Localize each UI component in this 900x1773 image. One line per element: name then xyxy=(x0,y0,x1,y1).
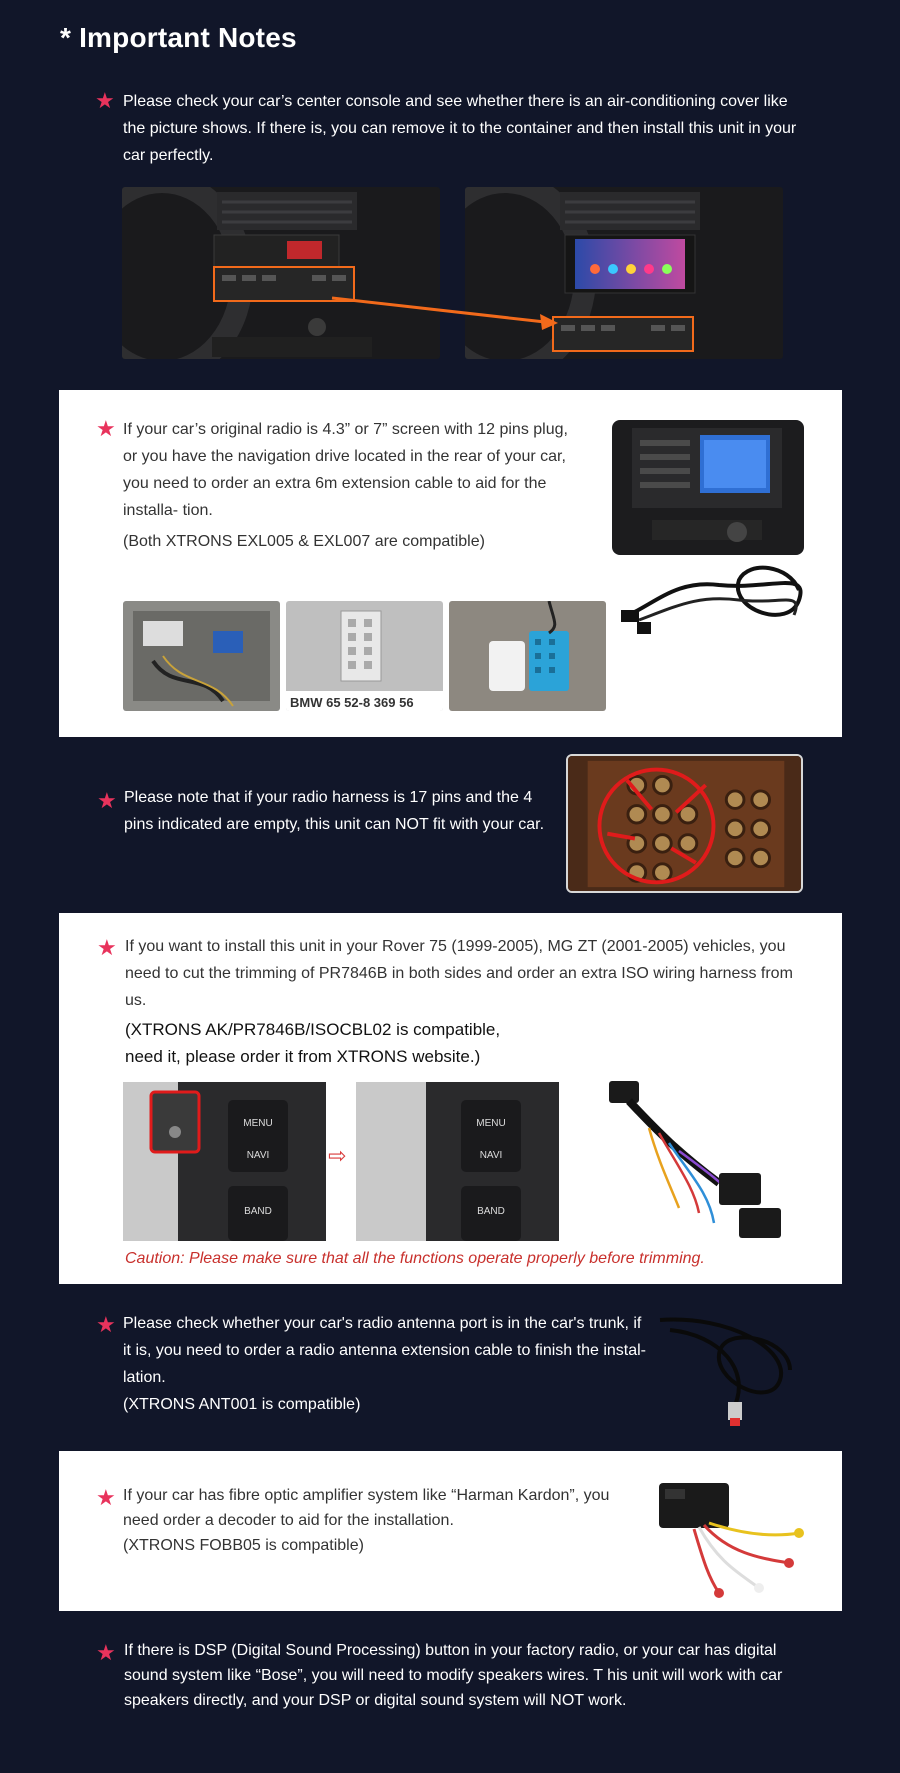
note-text: If your car’s original radio is 4.3” or 7” screen with 12 pins plug, or you have the navigation drive located in the rear of your car, you need to order an extra 6m extension cable to aid for the installa- tion. xyxy=(123,421,568,519)
star-icon: ★ xyxy=(96,416,116,441)
dashboard-before-photo xyxy=(122,187,440,359)
iso-wiring-harness-icon xyxy=(599,1073,799,1243)
band-button-label: BAND xyxy=(477,1206,505,1217)
caution-text: Caution: Please make sure that all the functions operate properly before trimming. xyxy=(125,1250,705,1267)
compatibility-text: (XTRONS AK/PR7846B/ISOCBL02 is compatible, need it, please order it from XTRONS website.) xyxy=(125,1020,501,1066)
note-extension-cable-panel xyxy=(59,390,842,737)
note-text: Please check whether your car's radio antenna port is in the car's trunk, if it is, you need to order a radio antenna extension cable to finish the instal- lation. xyxy=(123,1315,646,1386)
note-text: Please check your car’s center console and see whether there is an air-conditioning cover like the picture shows. If there is, you can remove it to the container and then install this unit in your car perfectly. xyxy=(123,93,797,164)
antenna-cable-icon xyxy=(650,1310,800,1430)
star-icon: ★ xyxy=(97,788,117,813)
arrow-icon xyxy=(330,290,560,330)
note-text: If there is DSP (Digital Sound Processing) button in your factory radio, or your car has digital sound system like “Bose”, you will need to modify speakers wires. T his unit will work with car speakers directly, and your DSP or digital sound system will NOT work. xyxy=(124,1642,783,1709)
compatibility-text: (XTRONS FOBB05 is compatible) xyxy=(123,1537,364,1554)
note-rover-mg-panel xyxy=(59,913,842,1284)
radio-rear-photo xyxy=(123,601,280,711)
fibre-optic-decoder-icon xyxy=(649,1463,829,1603)
part-number-label: BMW 65 52-8 369 56 xyxy=(290,695,414,710)
star-icon: ★ xyxy=(96,1485,116,1510)
band-button-label: BAND xyxy=(244,1206,272,1217)
note-text: If you want to install this unit in your Rover 75 (1999-2005), MG ZT (2001-2005) vehicles, you need to cut the trimming of PR7846B in both sides and order an extra ISO wiring harness from us. xyxy=(125,938,793,1009)
star-icon: ★ xyxy=(95,88,115,113)
note-fibre-optic-panel xyxy=(59,1451,842,1611)
compatibility-text: (XTRONS ANT001 is compatible) xyxy=(123,1396,361,1413)
compatibility-text: (Both XTRONS EXL005 & EXL007 are compatible) xyxy=(123,533,485,550)
blue-connector-photo xyxy=(449,601,606,711)
note-text: If your car has fibre optic amplifier system like “Harman Kardon”, you need order a decoder to aid for the installation. xyxy=(123,1487,610,1529)
pin-harness-photo xyxy=(566,754,803,893)
navi-button-label: NAVI xyxy=(479,1150,503,1161)
trim-before-photo xyxy=(123,1082,326,1241)
star-icon: ★ xyxy=(97,935,117,960)
arrow-right-icon: ⇨ xyxy=(328,1143,347,1168)
trim-after-photo xyxy=(356,1082,559,1241)
navigation-radio-photo xyxy=(612,420,804,555)
menu-button-label: MENU xyxy=(476,1118,506,1129)
star-icon: ★ xyxy=(96,1640,116,1665)
navi-button-label: NAVI xyxy=(246,1150,270,1161)
page-title: * Important Notes xyxy=(60,22,297,53)
menu-button-label: MENU xyxy=(243,1118,273,1129)
extension-cable-icon xyxy=(619,540,819,640)
star-icon: ★ xyxy=(96,1312,116,1337)
dashboard-after-photo xyxy=(465,187,783,359)
pin-plug-photo xyxy=(286,601,443,711)
note-text: Please note that if your radio harness is 17 pins and the 4 pins indicated are empty, this unit can NOT fit with your car. xyxy=(124,789,545,833)
